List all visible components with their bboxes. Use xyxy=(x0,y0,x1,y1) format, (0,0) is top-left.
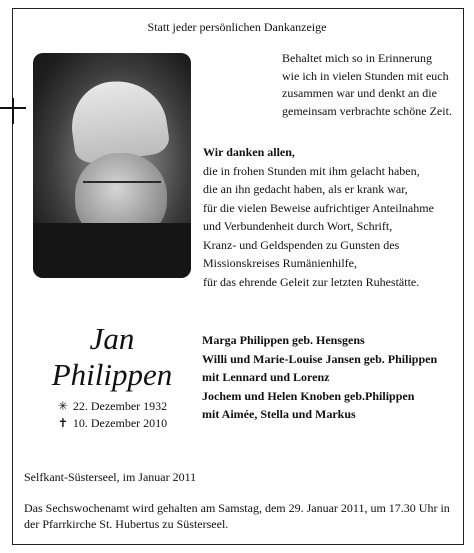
thanks-line: und Verbundenheit durch Wort, Schrift, xyxy=(203,219,393,233)
family-line: mit Lennard und Lorenz xyxy=(202,370,330,384)
glasses xyxy=(83,181,161,201)
thanks-line: die an ihn gedacht haben, als er krank war, xyxy=(203,182,408,196)
poem-line: gemeinsam verbrachte schöne Zeit. xyxy=(282,103,452,118)
birth-star-icon: ✳ xyxy=(57,399,68,413)
first-name: Jan xyxy=(89,321,135,356)
mass-notice: Das Sechswochenamt wird gehalten am Samstag, dem 29. Januar 2011, um 17.30 Uhr in der Pfarrkirche St. Hubertus zu Süsterseel. xyxy=(24,501,450,531)
family-line: Jochem und Helen Knoben geb.Philippen xyxy=(202,388,415,403)
coat xyxy=(33,223,191,278)
death-date: 10. Dezember 2010 xyxy=(72,416,168,430)
thanks-line: für die vielen Beweise aufrichtiger Anteilnahme xyxy=(203,200,434,215)
poem-line: Behaltet mich so in Erinnerung xyxy=(282,51,432,65)
family-list xyxy=(202,331,467,424)
poem xyxy=(282,50,462,120)
death-cross-icon: ✝ xyxy=(57,416,68,430)
birth-date: 22. Dezember 1932 xyxy=(72,399,168,413)
last-name: Philippen xyxy=(51,357,173,392)
poem-line: zusammen war und denkt an die xyxy=(282,86,437,100)
thanks-line: Kranz- und Geldspenden zu Gunsten des xyxy=(203,237,400,252)
family-line: Marga Philippen geb. Hensgens xyxy=(202,333,365,347)
carnival-hat xyxy=(66,75,171,165)
thanks-line: die in frohen Stunden mit ihm gelacht haben, xyxy=(203,163,420,178)
cross-icon xyxy=(0,98,26,124)
portrait-photo xyxy=(33,53,191,278)
family-line: Willi und Marie-Louise Jansen geb. Philippen xyxy=(202,351,438,366)
life-dates xyxy=(33,398,191,432)
family-line: mit Aimée, Stella und Markus xyxy=(202,407,356,421)
poem-line: wie ich in vielen Stunden mit euch xyxy=(282,68,449,83)
place-date: Selfkant-Süsterseel, im Januar 2011 xyxy=(24,470,197,484)
thanks-line: Missionskreises Rumänienhilfe, xyxy=(203,256,357,270)
deceased-name xyxy=(33,321,191,393)
thanks-line: für das ehrende Geleit zur letzten Ruhestätte. xyxy=(203,274,420,289)
header-text: Statt jeder persönlichen Dankanzeige xyxy=(147,20,327,34)
thanks-title: Wir danken allen, xyxy=(203,145,295,159)
thanks-section xyxy=(203,143,463,291)
